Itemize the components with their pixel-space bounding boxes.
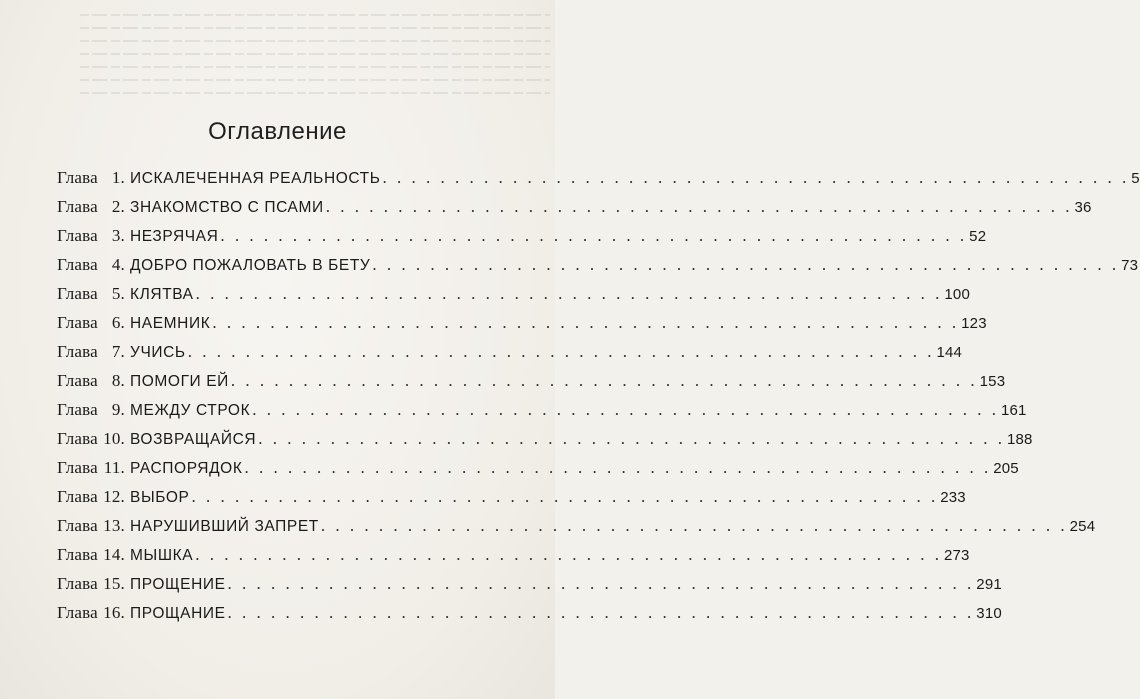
chapter-title: ПРОЩАНИЕ xyxy=(130,605,226,622)
chapter-label: Глава xyxy=(57,284,98,303)
dot-leader: . . . . . . . . . . . . . . . . . . . . . . . . . . . . . . . . . . . . . . . . . . . . . . . . . . . . xyxy=(191,487,939,506)
chapter-label: Глава xyxy=(57,487,98,506)
chapter-label: Глава xyxy=(57,458,98,477)
page-number: 153 xyxy=(979,373,1006,390)
page-number: 52 xyxy=(969,228,987,245)
chapter-title: НЕЗРЯЧАЯ xyxy=(130,228,219,245)
toc-entry xyxy=(57,487,966,516)
page-number: 36 xyxy=(1074,199,1092,216)
toc-entry xyxy=(57,603,1002,632)
page-number: 144 xyxy=(936,344,963,361)
toc-entry xyxy=(57,226,987,255)
chapter-title: НАЕМНИК xyxy=(130,315,211,332)
dot-leader: . . . . . . . . . . . . . . . . . . . . . . . . . . . . . . . . . . . . . . . . . . . . . . . . . . . . xyxy=(230,371,978,390)
page-number: 161 xyxy=(1000,402,1027,419)
chapter-number: 12. xyxy=(103,487,125,506)
dot-leader: . . . . . . . . . . . . . . . . . . . . . . . . . . . . . . . . . . . . . . . . . . . . . . . . . . . . xyxy=(187,342,935,361)
chapter-label: Глава xyxy=(57,313,98,332)
dot-leader: . . . . . . . . . . . . . . . . . . . . . . . . . . . . . . . . . . . . . . . . . . . . . . . . . . . . xyxy=(258,429,1005,448)
dot-leader: . . . . . . . . . . . . . . . . . . . . . . . . . . . . . . . . . . . . . . . . . . . . . . . . . . . . xyxy=(195,545,942,564)
toc-entry xyxy=(57,458,1019,487)
dot-leader: . . . . . . . . . . . . . . . . . . . . . . . . . . . . . . . . . . . . . . . . . . . . . . . . . . . . xyxy=(382,168,1130,187)
chapter-label: Глава xyxy=(57,545,98,564)
chapter-title: ПРОЩЕНИЕ xyxy=(130,576,226,593)
toc-entry xyxy=(57,516,1096,545)
chapter-number: 16. xyxy=(103,603,125,622)
dot-leader: . . . . . . . . . . . . . . . . . . . . . . . . . . . . . . . . . . . . . . . . . . . . . . . . . . . . xyxy=(212,313,960,332)
chapter-title: ЗНАКОМСТВО С ПСАМИ xyxy=(130,199,324,216)
dot-leader: . . . . . . . . . . . . . . . . . . . . . . . . . . . . . . . . . . . . . . . . . . . . . . . . . . . . xyxy=(325,197,1073,216)
chapter-number: 6. xyxy=(111,313,125,332)
chapter-title: ИСКАЛЕЧЕННАЯ РЕАЛЬНОСТЬ xyxy=(130,170,381,187)
toc-entry xyxy=(57,197,1092,226)
dot-leader: . . . . . . . . . . . . . . . . . . . . . . . . . . . . . . . . . . . . . . . . . . . . . . . . . . . . xyxy=(195,284,943,303)
dot-leader: . . . . . . . . . . . . . . . . . . . . . . . . . . . . . . . . . . . . . . . . . . . . . . . . . . . . xyxy=(320,516,1068,535)
page-number: 100 xyxy=(944,286,971,303)
dot-leader: . . . . . . . . . . . . . . . . . . . . . . . . . . . . . . . . . . . . . . . . . . . . . . . . . . . . xyxy=(227,574,975,593)
toc-entry xyxy=(57,255,1139,284)
chapter-number: 9. xyxy=(111,400,125,419)
chapter-title: МЕЖДУ СТРОК xyxy=(130,402,251,419)
chapter-number: 10. xyxy=(103,429,125,448)
chapter-number: 7. xyxy=(111,342,125,361)
toc-entry xyxy=(57,574,1002,603)
chapter-title: МЫШКА xyxy=(130,547,194,564)
chapter-title: УЧИСЬ xyxy=(130,344,186,361)
page-number: 5 xyxy=(1131,170,1140,187)
chapter-number: 13. xyxy=(103,516,125,535)
chapter-title: ВОЗВРАЩАЙСЯ xyxy=(130,431,257,448)
chapter-number: 8. xyxy=(111,371,125,390)
chapter-title: ВЫБОР xyxy=(130,489,190,506)
chapter-label: Глава xyxy=(57,400,98,419)
chapter-label: Глава xyxy=(57,226,98,245)
toc-entry xyxy=(57,371,1006,400)
dot-leader: . . . . . . . . . . . . . . . . . . . . . . . . . . . . . . . . . . . . . . . . . . . . . . . . . . . . xyxy=(244,458,992,477)
dot-leader: . . . . . . . . . . . . . . . . . . . . . . . . . . . . . . . . . . . . . . . . . . . . . . . . . . . . xyxy=(252,400,999,419)
toc-entry xyxy=(57,545,970,574)
page-number: 123 xyxy=(961,315,987,332)
chapter-number: 1. xyxy=(111,168,125,187)
toc-entry xyxy=(57,342,963,371)
chapter-label: Глава xyxy=(57,255,98,274)
chapter-label: Глава xyxy=(57,429,98,448)
toc-entry xyxy=(57,284,971,313)
page-number: 273 xyxy=(943,547,970,564)
page-number: 233 xyxy=(940,489,966,506)
toc-entry xyxy=(57,313,987,342)
chapter-title: НАРУШИВШИЙ ЗАПРЕТ xyxy=(130,518,319,535)
chapter-label: Глава xyxy=(57,603,98,622)
page-number: 310 xyxy=(976,605,1002,622)
table-of-contents xyxy=(57,168,1140,632)
chapter-number: 5. xyxy=(111,284,125,303)
dot-leader: . . . . . . . . . . . . . . . . . . . . . . . . . . . . . . . . . . . . . . . . . . . . . . . . . . . . xyxy=(372,255,1120,274)
chapter-number: 11. xyxy=(103,458,125,477)
chapter-number: 3. xyxy=(111,226,125,245)
chapter-number: 2. xyxy=(111,197,125,216)
dot-leader: . . . . . . . . . . . . . . . . . . . . . . . . . . . . . . . . . . . . . . . . . . . . . . . . . . . . xyxy=(227,603,975,622)
page-number: 205 xyxy=(993,460,1019,477)
chapter-title: КЛЯТВА xyxy=(130,286,194,303)
page-number: 291 xyxy=(976,576,1002,593)
toc-entry xyxy=(57,400,1027,429)
page-title: Оглавление xyxy=(208,118,347,145)
toc-entry xyxy=(57,429,1033,458)
chapter-label: Глава xyxy=(57,197,98,216)
chapter-title: ДОБРО ПОЖАЛОВАТЬ В БЕТУ xyxy=(130,257,371,274)
chapter-label: Глава xyxy=(57,574,98,593)
chapter-title: РАСПОРЯДОК xyxy=(130,460,243,477)
dot-leader: . . . . . . . . . . . . . . . . . . . . . . . . . . . . . . . . . . . . . . . . . . . . . . . . . . . . xyxy=(220,226,968,245)
page-number: 73 xyxy=(1121,257,1139,274)
chapter-label: Глава xyxy=(57,168,98,187)
chapter-title: ПОМОГИ ЕЙ xyxy=(130,373,229,390)
chapter-number: 15. xyxy=(103,574,125,593)
page-number: 188 xyxy=(1006,431,1033,448)
chapter-label: Глава xyxy=(57,342,98,361)
chapter-label: Глава xyxy=(57,516,98,535)
chapter-label: Глава xyxy=(57,371,98,390)
chapter-number: 14. xyxy=(103,545,125,564)
page-number: 254 xyxy=(1069,518,1096,535)
chapter-number: 4. xyxy=(111,255,125,274)
toc-entry xyxy=(57,168,1140,197)
